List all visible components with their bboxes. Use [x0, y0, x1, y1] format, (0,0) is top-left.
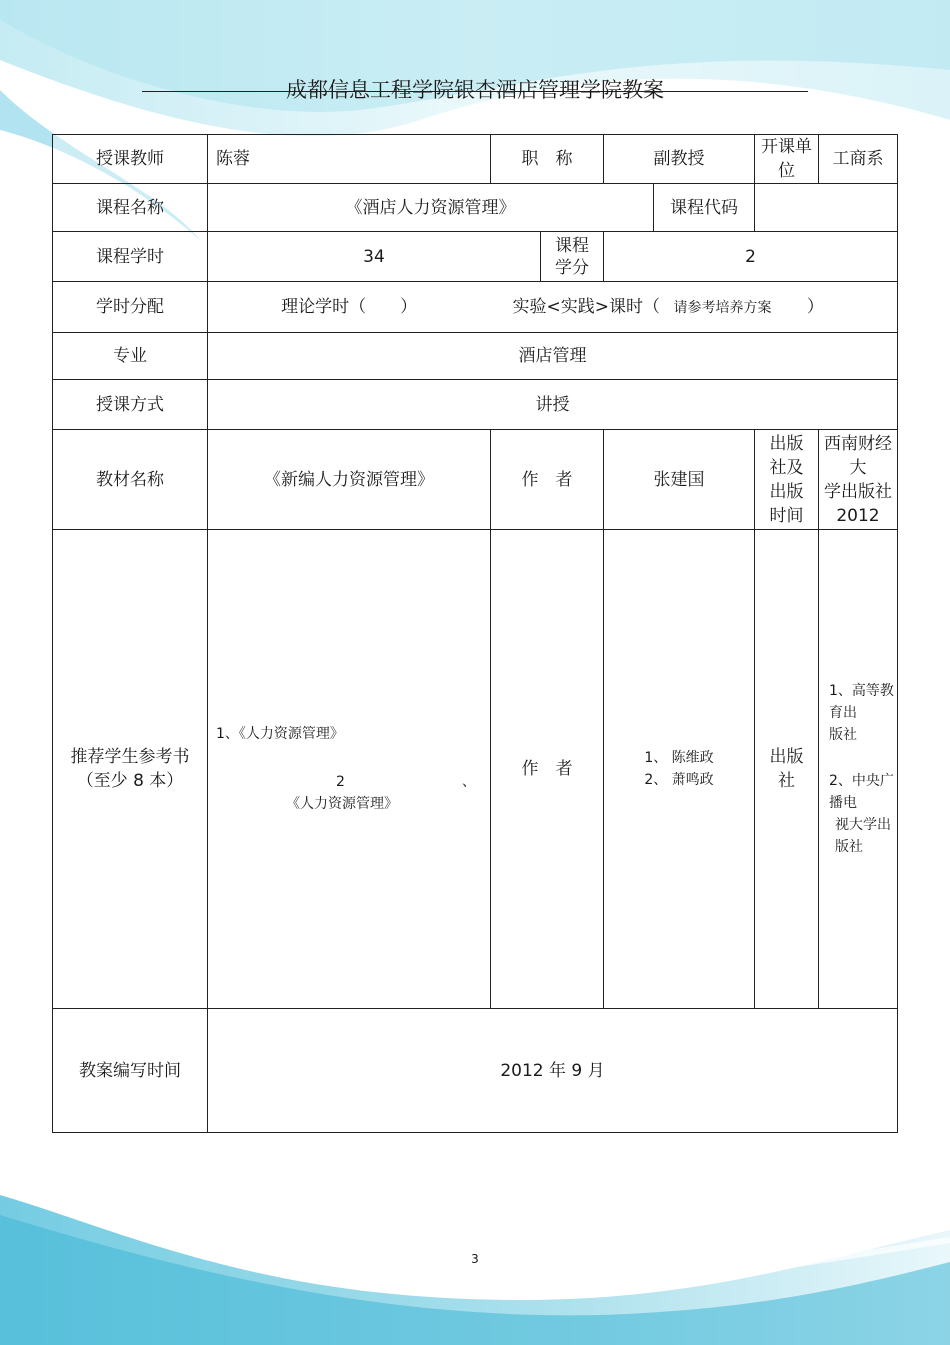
- pub-value-line: 西南财经大: [824, 433, 892, 478]
- theory-hours: 理论学时（ ）: [281, 297, 418, 317]
- rank-value: 副教授: [604, 135, 755, 184]
- textbook-pub-label: [755, 430, 819, 530]
- row-method: [53, 380, 898, 430]
- references-label-line1: 推荐学生参考书: [70, 747, 190, 767]
- reference-book-2-separator: 、: [462, 774, 476, 790]
- row-date: [53, 1009, 898, 1133]
- publisher-1-line: 1、高等教育出: [829, 683, 894, 721]
- row-hours: [53, 232, 898, 282]
- allocation-label: 学时分配: [53, 282, 208, 333]
- method-label: 授课方式: [53, 380, 208, 430]
- textbook-label: 教材名称: [53, 430, 208, 530]
- row-allocation: [53, 282, 898, 333]
- credit-label-line1: 课程: [555, 235, 589, 256]
- course-label: 课程名称: [53, 184, 208, 232]
- practice-note: 请参考培养方案: [673, 300, 772, 316]
- course-value: 《酒店人力资源管理》: [208, 184, 654, 232]
- reference-book-2: 《人力资源管理》: [286, 796, 398, 812]
- publisher-2-line: 视大学出版社: [835, 817, 891, 855]
- pub-value-line: 学出版社: [824, 481, 892, 502]
- reference-book-1: 1、《人力资源管理》: [216, 726, 344, 742]
- row-textbook: [53, 430, 898, 530]
- row-major: [53, 333, 898, 380]
- credit-label: [541, 232, 604, 282]
- pub-value-line: 2012: [836, 505, 880, 526]
- major-value: 酒店管理: [208, 333, 898, 380]
- code-label: 课程代码: [654, 184, 755, 232]
- allocation-value: [208, 282, 898, 333]
- textbook-pub-value: [819, 430, 898, 530]
- textbook-author-value: 张建国: [604, 430, 755, 530]
- practice-end: ）: [806, 297, 824, 317]
- reference-author: 1、 陈维政: [644, 750, 714, 766]
- publisher-2-line: 2、中央广播电: [829, 773, 894, 811]
- reference-book-2-number: 2: [336, 774, 345, 790]
- method-value: 讲授: [208, 380, 898, 430]
- references-label-line2: （至少 8 本）: [76, 771, 184, 791]
- references-author-label: 作 者: [491, 530, 604, 1009]
- reference-book-2-num-row: [216, 771, 488, 793]
- page-number: 3: [471, 1252, 479, 1266]
- references-books: [208, 530, 491, 1009]
- references-publishers: [819, 530, 898, 1009]
- lesson-plan-table: [52, 134, 898, 1133]
- rank-label: 职 称: [491, 135, 604, 184]
- references-pub-label-line: 社: [778, 771, 795, 791]
- references-authors: [604, 530, 755, 1009]
- teacher-label: 授课教师: [53, 135, 208, 184]
- row-references: [53, 530, 898, 1009]
- major-label: 专业: [53, 333, 208, 380]
- page-title: 成都信息工程学院银杏酒店管理学院教案: [286, 78, 664, 102]
- hours-label: 课程学时: [53, 232, 208, 282]
- textbook-author-label: 作 者: [491, 430, 604, 530]
- references-label: [53, 530, 208, 1009]
- pub-label-line: 时间: [769, 505, 804, 526]
- reference-author: 2、 萧鸣政: [644, 772, 714, 788]
- teacher-value: 陈蓉: [208, 135, 491, 184]
- row-teacher: [53, 135, 898, 184]
- pub-label-line: 出版: [769, 481, 804, 502]
- unit-value: 工商系: [819, 135, 898, 184]
- date-label: 教案编写时间: [53, 1009, 208, 1133]
- pub-label-line: 出版: [769, 433, 804, 454]
- references-pub-label-line: 出版: [769, 747, 804, 767]
- row-course: [53, 184, 898, 232]
- title-block: [142, 76, 808, 104]
- pub-label-line: 社及: [769, 457, 804, 478]
- credit-label-line2: 学分: [555, 257, 589, 278]
- unit-label: 开课单位: [755, 135, 819, 184]
- code-value: [755, 184, 898, 232]
- credit-value: 2: [604, 232, 898, 282]
- hours-value: 34: [208, 232, 541, 282]
- publisher-1-line: 版社: [829, 727, 857, 743]
- textbook-value: 《新编人力资源管理》: [208, 430, 491, 530]
- practice-hours: 实验<实践>课时（: [512, 297, 661, 317]
- date-value: 2012 年 9 月: [208, 1009, 898, 1133]
- references-pub-label: [755, 530, 819, 1009]
